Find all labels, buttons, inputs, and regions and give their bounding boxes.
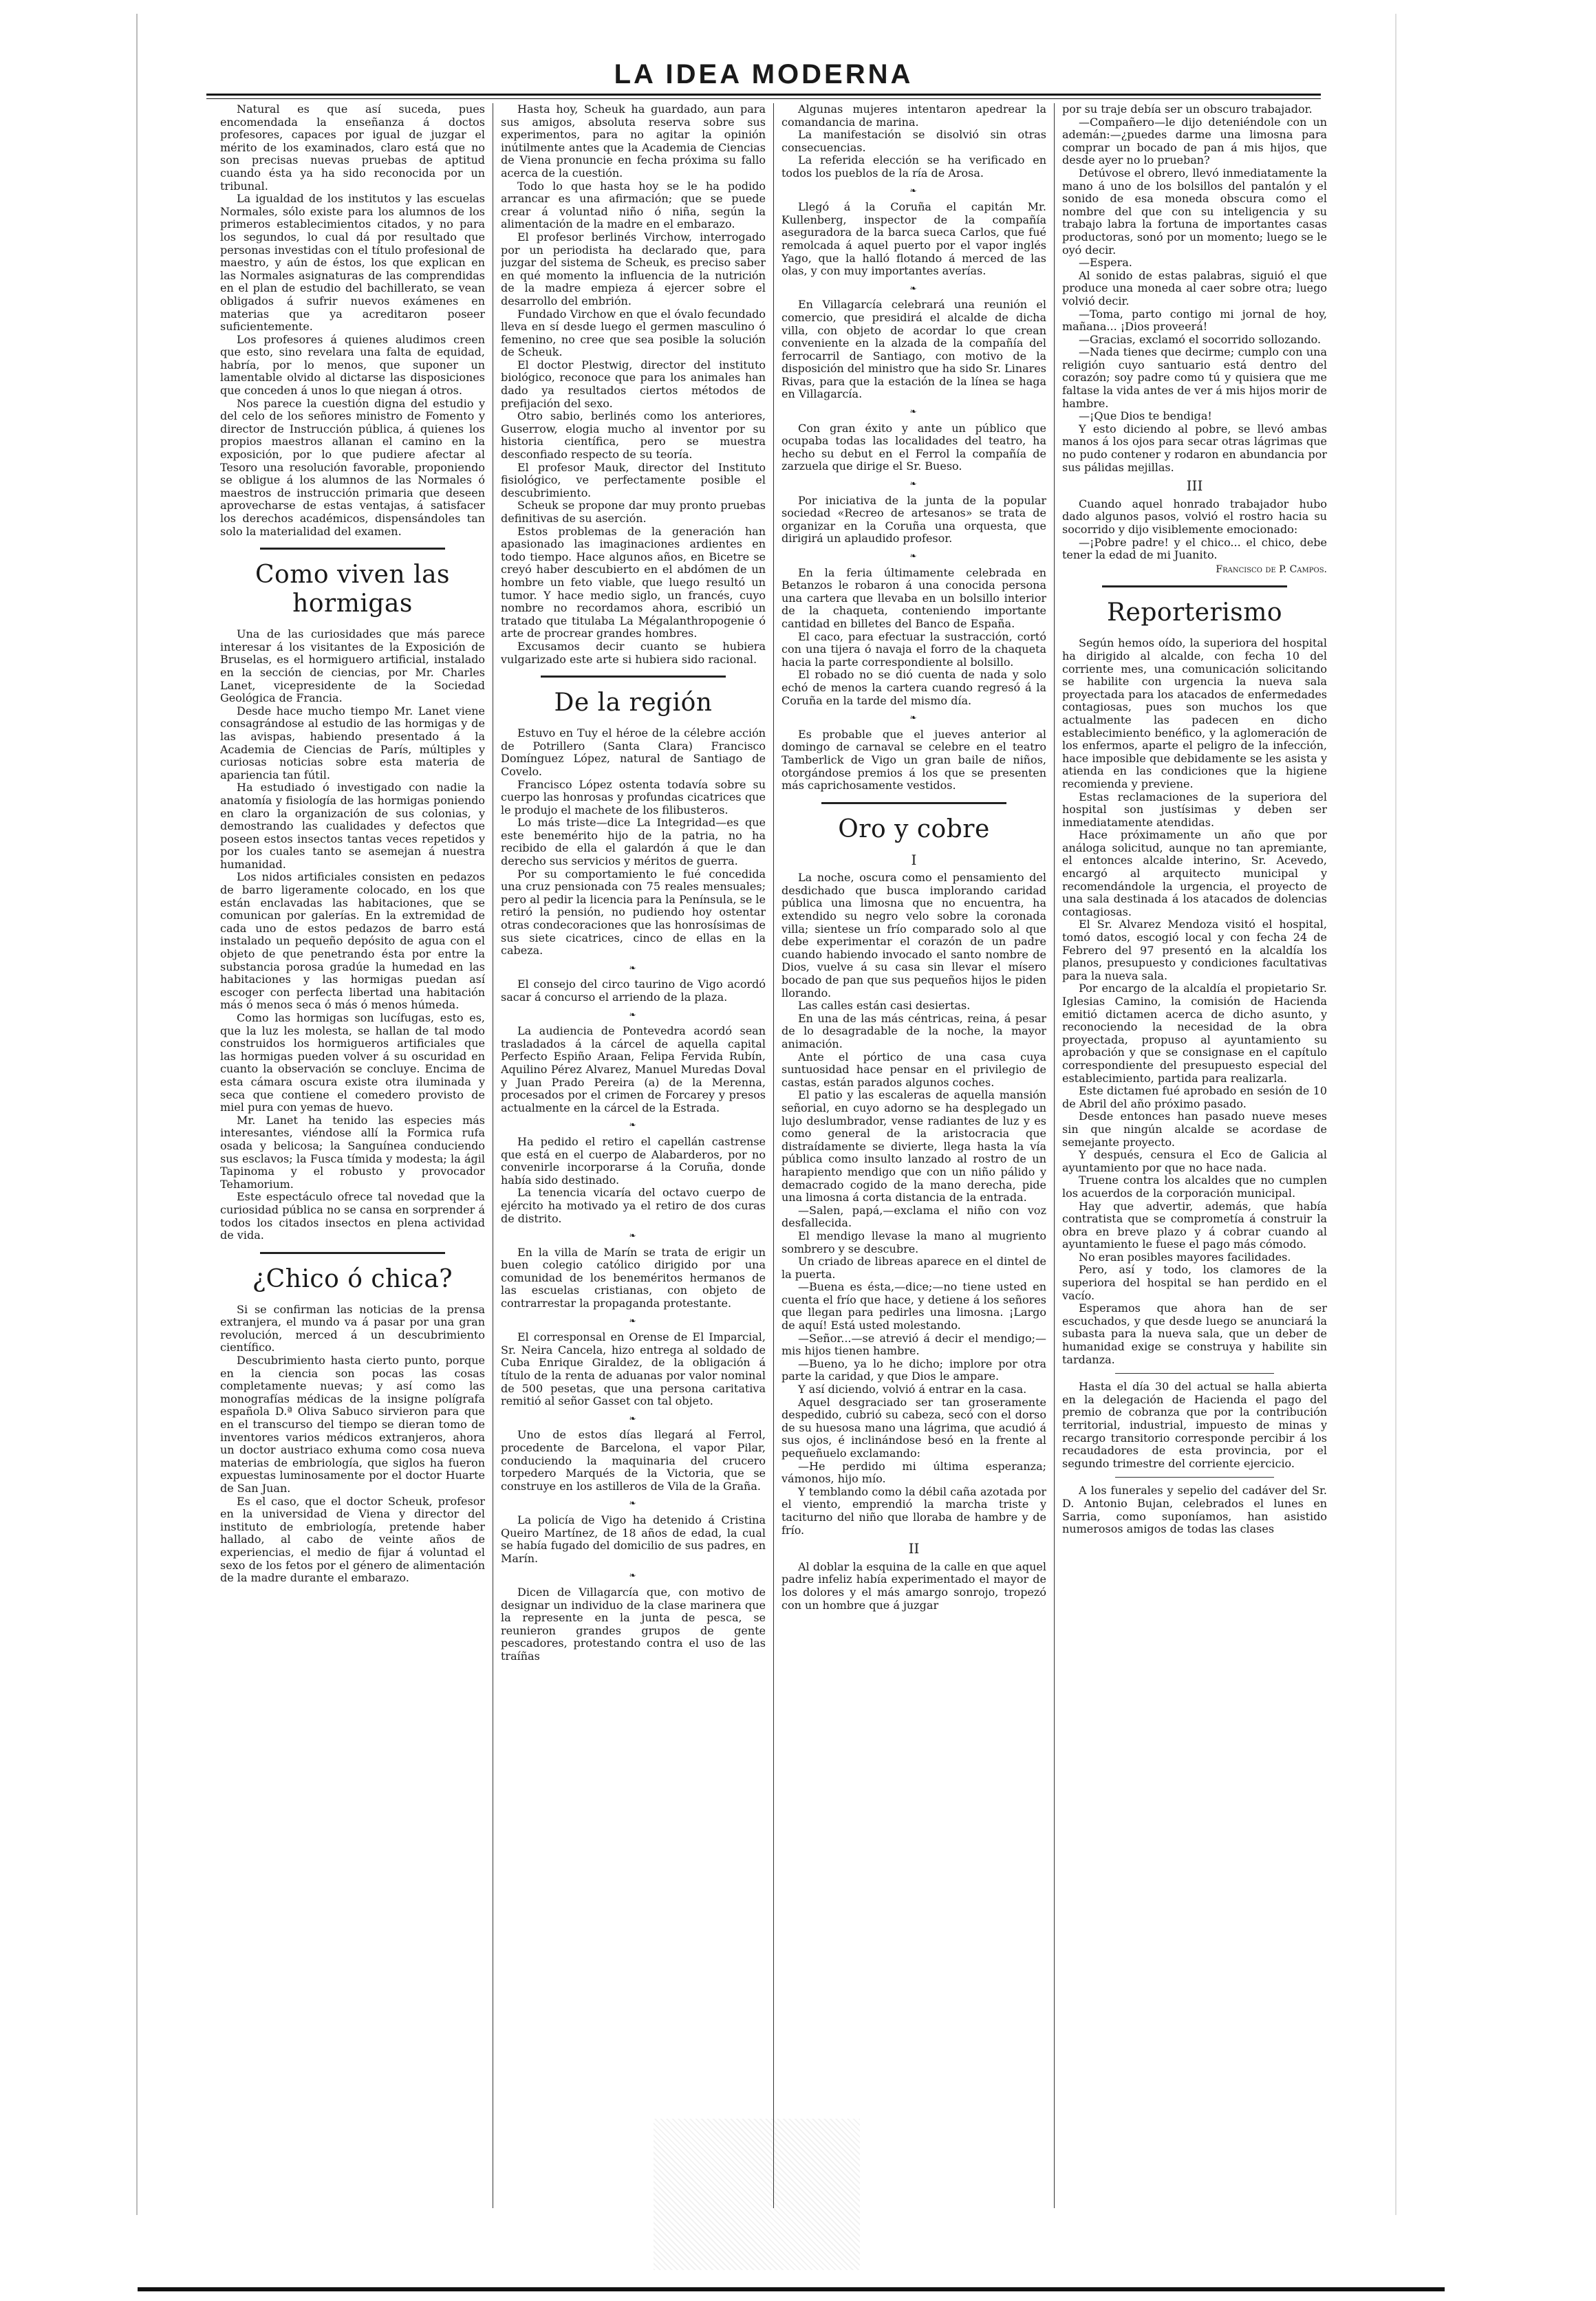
paragraph: Por iniciativa de la junta de la popular sociedad «Recreo de artesanos» se trata de organizar en la Coruña una orquesta, que dirigirá un aplaudido profesor. <box>781 493 1046 545</box>
paragraph: Mr. Lanet ha tenido las especies más interesantes, viéndose allí la Formica rufa osada y belicosa; la Sanguínea conduciendo sus esclavos; la Fusca tímida y modesta; la ágil Tapinoma y el robusto y provocador Tehamorium. <box>220 1113 485 1191</box>
paragraph: Estas reclamaciones de la superiora del hospital son justísimas y deben ser inmediatamente atendidas. <box>1062 790 1327 829</box>
paragraph: El caco, para efectuar la sustracción, cortó con una tijera ó navaja el forro de la chaqueta hacia la parte correspondiente al bolsillo. <box>781 629 1046 669</box>
paragraph: Si se confirman las noticias de la prensa extranjera, el mundo va á pasar por una gran revolución, merced á un descubrimiento científico. <box>220 1302 485 1354</box>
section-divider <box>260 548 446 550</box>
paragraph: Todo lo que hasta hoy se le ha podido arrancar es una afirmación; que se puede crear á voluntad niño ó niña, según la alimentación de la madre en el embarazo. <box>501 179 766 231</box>
ornament-separator: ❧ <box>909 407 918 417</box>
paragraph: A los funerales y sepelio del cadáver del Sr. D. Antonio Bujan, celebrados el lunes en Sarria, como suponíamos, han asistido numerosos amigos de todas las clases <box>1062 1484 1327 1536</box>
paragraph: En la feria últimamente celebrada en Betanzos le robaron á una conocida persona una cartera que llevaba en un bolsillo interior de la chaqueta, conteniendo importante cantidad en billetes del Banco de España. <box>781 565 1046 630</box>
paragraph: El mendigo llevase la mano al mugriento sombrero y se descubre. <box>781 1229 1046 1255</box>
page-bottom-edge <box>138 2287 1445 2291</box>
paragraph: Este espectáculo ofrece tal novedad que la curiosidad pública no se cansa en sorprender á todos los citados insectos en plena actividad de vida. <box>220 1190 485 1242</box>
paragraph: Ha pedido el retiro el capellán castrense que está en el cuerpo de Alabarderos, por no convenirle incorporarse á la Coruña, donde había sido destinado. <box>501 1134 766 1187</box>
paragraph: Y después, censura el Eco de Galicia al ayuntamiento por que no hace nada. <box>1062 1148 1327 1174</box>
ornament-separator: ❧ <box>629 1498 638 1509</box>
paragraph: Aquel desgraciado ser tan groseramente despedido, cubrió su cabeza, secó con el dorso de su huesosa mano una lágrima, que acudió á sus ojos, é inclinándose besó en la frente al pequeñuelo exclamando: <box>781 1395 1046 1460</box>
paragraph: Lo más triste—dice La Integridad—es que este benemérito hijo de la patria, no ha recibido de ella el galardón á que le dan derecho sus servicios y méritos de guerra. <box>501 816 766 868</box>
column-rule <box>773 103 774 2208</box>
column-1 <box>220 103 485 2215</box>
paragraph: Descubrimiento hasta cierto punto, porque en la ciencia son pocas las cosas completamente nuevas; y así como las monografías médicas de la insigne polígrafa española D.ª Oliva Sabuco sirvieron para que en el transcurso del tiempo se dieran tomo de inventores varios médicos extranjeros, ahora un doctor austriaco exhuma como cosa nueva materias de embriología, que siglos ha fueron expuestas luminosamente por el doctor Huarte de San Juan. <box>220 1354 485 1495</box>
article-title: Reporterismo <box>1106 598 1283 627</box>
page-edge <box>136 14 138 2215</box>
paragraph: En la villa de Marín se trata de erigir un buen colegio católico dirigido por una comunidad de los beneméritos hermanos de las escuelas cristianas, con objeto de contrarrestar la propaganda protestante. <box>501 1245 766 1310</box>
paragraph: —Compañero—le dijo deteniéndole con un ademán:—¿puedes darme una limosna para comprar un bocado de pan á mis hijos, que desde ayer no lo prueban? <box>1062 115 1327 167</box>
paragraph: Y esto diciendo al pobre, se llevó ambas manos á los ojos para secar otras lágrimas que no pudo contener y rodaron en abundancia por sus pálidas mejillas. <box>1062 422 1327 474</box>
section-divider <box>1102 585 1288 587</box>
chapter-numeral: II <box>908 1540 920 1557</box>
paragraph: Hay que advertir, además, que había contratista que se comprometía á construir la obra en breve plazo y á cobrar cuando al ayuntamiento le fuese el pago más cómodo. <box>1062 1199 1327 1251</box>
article-title: ¿Chico ó chica? <box>252 1264 453 1293</box>
ornament-separator: ❧ <box>909 283 918 293</box>
paragraph: El patio y las escaleras de aquella mansión señorial, en cuyo adorno se ha desplegado un lujo deslumbrador, vense radiantes de luz y es como general de la aristocracia que distraídamente se divierte, llega hasta la vía pública como insulto lanzado al rostro de un harapiento mendigo que con un niño pálido y demacrado cogido de la mano derecha, pide una limosna á corta distancia de la entrada. <box>781 1088 1046 1204</box>
column-rule <box>1054 103 1055 2208</box>
newspaper-title: LA IDEA MODERNA <box>606 59 922 90</box>
paragraph: Estos problemas de la generación han apasionado las imaginaciones ardientes en todo tiempo. Hace algunos años, en Bicetre se creyó haber descubierto en el abdómen de un hombre un feto viable, que luego resultó un tumor. Y hace medio siglo, un francés, cuyo nombre no recordamos ahora, escribió un tratado que titulaba La Mégalanthropogenie ó arte de procrear grandes hombres. <box>501 524 766 640</box>
paragraph: —Bueno, ya lo he dicho; implore por otra parte la caridad, y que Dios le ampare. <box>781 1357 1046 1383</box>
ornament-separator: ❧ <box>629 1570 638 1581</box>
ornament-separator: ❧ <box>629 1009 638 1019</box>
chapter-numeral: III <box>1186 477 1203 495</box>
paragraph: La noche, oscura como el pensamiento del desdichado que busca implorando caridad pública una limosna que no encuentra, ha extendido su negro velo sobre la coronada villa; sientese un frío comparado solo al que debe experimentar el corazón de un padre cuando habiendo invocado el santo nombre de Dios, vuelve á su casa sin llevar el mísero bocado de pan que sus pequeños hijos le piden llorando. <box>781 871 1046 1000</box>
section-divider <box>541 676 726 678</box>
masthead <box>206 55 1321 96</box>
paragraph: El doctor Plestwig, director del instituto biológico, reconoce que para los animales han dado ya resultados ciertos métodos de prefijación del sexo. <box>501 358 766 410</box>
ornament-separator: ❧ <box>909 551 918 561</box>
author-signature: Francisco de P. Campos. <box>1216 563 1327 575</box>
paragraph: Excusamos decir cuanto se hubiera vulgarizado este arte si hubiera sido racional. <box>501 639 766 666</box>
paragraph: Francisco López ostenta todavía sobre su cuerpo las honrosas y profundas cicatrices que le produjo el machete de los filibusteros. <box>501 777 766 817</box>
paragraph: Dicen de Villagarcía que, con motivo de designar un individuo de la clase marinera que la represente en la junta de pesca, se reunieron grandes grupos de gente pescadores, protestando contra el uso de las traíñas <box>501 1585 766 1663</box>
paragraph: Estuvo en Tuy el héroe de la célebre acción de Potrillero (Santa Clara) Francisco Domínguez López, natural de Santiago de Covelo. <box>501 726 766 778</box>
paragraph: La audiencia de Pontevedra acordó sean trasladados á la cárcel de aquella capital Perfecto Espiño Araan, Felipa Fervida Rubín, Aquilino Pérez Alvarez, Manuel Muredas Doval y Juan Prado Pereira (a) de la Merenna, procesados por el crimen de Forcarey y presos actualmente en la cárcel de la Estrada. <box>501 1024 766 1114</box>
ornament-separator: ❧ <box>629 1231 638 1241</box>
column-4 <box>1062 103 1327 2215</box>
paragraph: Nos parece la cuestión digna del estudio y del celo de los señores ministro de Fomento y director de Instrucción pública, á quienes los propios maestros allanan el camino en la exposición, por lo que pudiere afectar al Tesoro una resolución favorable, proponiendo se obligue á los alumnos de las Normales ó maestros de instrucción primaria que deseen aprovecharse de estas ventajas, á satisfacer los derechos académicos, dispensándoles tan solo la materialidad del examen. <box>220 396 485 538</box>
paragraph: Es probable que el jueves anterior al domingo de carnaval se celebre en el teatro Tamberlick de Vigo un gran baile de niños, otorgándose premios á los que se presenten más caprichosamente vestidos. <box>781 727 1046 792</box>
ornament-separator: ❧ <box>909 479 918 489</box>
paragraph: La referida elección se ha verificado en todos los pueblos de la ría de Arosa. <box>781 153 1046 180</box>
paragraph: El corresponsal en Orense de El Imparcial, Sr. Neira Cancela, hizo entrega al soldado de Cuba Enrique Giraldez, de la obligación á título de la renta de aduanas por valor nominal de 500 pesetas, que una persona caritativa remitió al señor Gasset con tal objeto. <box>501 1330 766 1408</box>
paragraph: —¡Pobre padre! y el chico... el chico, debe tener la edad de mi Juanito. <box>1062 535 1327 562</box>
ornament-separator: ❧ <box>909 713 918 723</box>
paragraph: Y temblando como la débil caña azotada por el viento, emprendió la marcha triste y taciturno del niño que lloraba de hambre y de frío. <box>781 1484 1046 1537</box>
paragraph: Hace próximamente un año que por análoga solicitud, aunque no tan apremiante, el entonces alcalde interino, Sr. Acevedo, encargó al arquitecto municipal y recomendándole la urgencia, el proyecto de una sala destinada á los atacados de dolencias contagiosas. <box>1062 828 1327 918</box>
paragraph: Otro sabio, berlinés como los anteriores, Guserrow, elogia mucho al inventor por su historia científica, pero se muestra desconfiado respecto de su teoría. <box>501 409 766 462</box>
paragraph: —¡Que Dios te bendiga! <box>1079 409 1212 423</box>
paragraph: La policía de Vigo ha detenido á Cristina Queiro Martínez, de 18 años de edad, la cual se había fugado del domicilio de sus padres, en Marín. <box>501 1513 766 1565</box>
paragraph: Los nidos artificiales consisten en pedazos de barro ligeramente colocado, en los que están enclavadas las habitaciones, que se comunican por galerías. En la extremidad de cada uno de estos pedazos de barro está instalado un pequeño depósito de agua con el objeto de que penetrando ésta por entre la substancia porosa gradúe la humedad en las habitaciones y las hormigas puedan así escoger con perfecta libertad una habitación más ó menos seca ó más ó menos húmeda. <box>220 870 485 1012</box>
paragraph: Por encargo de la alcaldía el propietario Sr. Iglesias Camino, la comisión de Hacienda emitió dictamen acerca de dicho asunto, y reconociendo la necesidad de la obra proyectada, propuso al ayuntamiento su aprobación y que se consignase en el capítulo correspondiente del presupuesto especial del establecimiento, partida para realizarla. <box>1062 982 1327 1085</box>
paragraph: Un criado de libreas aparece en el dintel de la puerta. <box>781 1255 1046 1281</box>
paragraph: El consejo del circo taurino de Vigo acordó sacar á concurso el arriendo de la plaza. <box>501 977 766 1004</box>
paragraph: Es el caso, que el doctor Scheuk, profesor en la universidad de Viena y director del instituto de embriología, pretende haber hallado, al cabo de veinte años de experiencias, el medio de fijar á voluntad el sexo de los fetos por el género de alimentación de la madre durante el embarazo. <box>220 1494 485 1585</box>
paragraph: Desde entonces han pasado nueve meses sin que ningún alcalde se acordase de semejante proyecto. <box>1062 1110 1327 1149</box>
paragraph: Al doblar la esquina de la calle en que aquel padre infeliz había experimentado el mayor de los dolores y el más amargo sonrojo, tropezó con un hombre que á juzgar <box>781 1559 1046 1612</box>
item-divider <box>1115 1373 1274 1374</box>
paragraph: —Buena es ésta,—dice;—no tiene usted en cuenta el frío que hace, y detiene á los señores que llegan para pedirles una limosna. ¡Largo de aquí! Está usted molestando. <box>781 1280 1046 1332</box>
paragraph: La igualdad de los institutos y las escuelas Normales, sólo existe para los alumnos de los primeros establecimientos citados, y no para los segundos, lo cual dá por resultado que personas investidas con el título profesional de maestro, y aún de éstos, los que explican en las Normales asignaturas de las comprendidas en el plan de estudio del bachillerato, se vean obligados á sufrir nuevos exámenes en materias que ya acreditaron poseer suficientemente. <box>220 192 485 334</box>
paragraph: Al sonido de estas palabras, siguió el que produce una moneda al caer sobre otra; luego volvió decir. <box>1062 268 1327 307</box>
paragraph: Algunas mujeres intentaron apedrear la comandancia de marina. <box>781 103 1046 129</box>
column-3 <box>781 103 1046 2215</box>
scan-noise <box>654 2119 860 2270</box>
paragraph: Una de las curiosidades que más parece interesar á los visitantes de la Exposición de Bruselas, es el hormiguero artificial, instalado en la sección de ciencias, por Mr. Charles Lanet, vicepresidente de la Sociedad Geológica de Francia. <box>220 627 485 705</box>
ornament-separator: ❧ <box>629 1413 638 1423</box>
chapter-numeral: I <box>911 851 917 868</box>
paragraph: por su traje debía ser un obscuro trabajador. <box>1062 103 1313 116</box>
paragraph: La manifestación se disolvió sin otras consecuencias. <box>781 128 1046 154</box>
paragraph: —Gracias, exclamó el socorrido sollozando. <box>1079 332 1322 346</box>
paragraph: El Sr. Alvarez Mendoza visitó el hospital, tomó datos, escogió local y con fecha 24 de Febrero del 97 presentó en la alcaldía los planos, presupuesto y condiciones facultativas para la nueva sala. <box>1062 918 1327 982</box>
paragraph: Uno de estos días llegará al Ferrol, procedente de Barcelona, el vapor Pilar, conduciendo la maquinaria del crucero torpedero Marqués de la Victoria, que se construye en los astilleros de Vila de la Graña. <box>501 1428 766 1493</box>
paragraph: En una de las más céntricas, reina, á pesar de lo desagradable de la noche, la mayor animación. <box>781 1011 1046 1050</box>
paragraph: —Señor...—se atrevió á decir el mendigo;—mis hijos tienen hambre. <box>781 1331 1046 1358</box>
paragraph: Por su comportamiento le fué concedida una cruz pensionada con 75 reales mensuales; pero al pedir la licencia para la Península, se le retiró la pensión, no pudiendo hoy ostentar otras condecoraciones que las honrosísimas de sus siete cicatrices, cinco de ellas en la cabeza. <box>501 867 766 958</box>
paragraph: —He perdido mi última esperanza; vámonos, hijo mío. <box>781 1459 1046 1486</box>
header-rule <box>206 98 1321 99</box>
section-divider <box>821 802 1007 804</box>
paragraph: Según hemos oído, la superiora del hospital ha dirigido al alcalde, con fecha 10 del corriente mes, una comunicación solicitando se habilite con urgencia la nueva sala proyectada para los atacados de enfermedades contagiosas, pues son muchos los que actualmente las padecen en dicho establecimiento benéfico, y la aglomeración de los enfermos, aparte el peligro de la infección, hace imposible que debidamente se les asista y atienda en las condiciones que la higiene recomienda y previene. <box>1062 636 1327 790</box>
paragraph: En Villagarcía celebrará una reunión el comercio, que presidirá el alcalde de dicha villa, con objeto de acordar lo que crean conveniente en la alzada de la compañía del ferrocarril de Santiago, con motivo de la disposición del ministro que ha sido Sr. Linares Rivas, para que la estación de la línea se haga en Villagarcía. <box>781 298 1046 401</box>
ornament-separator: ❧ <box>629 962 638 973</box>
paragraph: El robado no se dió cuenta de nada y solo echó de menos la cartera cuando regresó á la Coruña en la tarde del mismo día. <box>781 668 1046 707</box>
paragraph: Esperamos que ahora han de ser escuchados, y que desde luego se anunciará la subasta para la nueva sala, que un deber de humanidad exige se construya y habilite sin tardanza. <box>1062 1301 1327 1366</box>
paragraph: Natural es que así suceda, pues encomendada la enseñanza á doctos profesores, capaces por igual de juzgar el mérito de los examinados, claro está que no son precisas nuevas pruebas de aptitud cuando ésta ya ha sido reconocida por un tribunal. <box>220 103 485 193</box>
paragraph: No eran posibles mayores facilidades. <box>1079 1250 1291 1264</box>
article-title: Oro y cobre <box>838 814 990 843</box>
paragraph: Ha estudiado ó investigado con nadie la anatomía y fisiología de las hormigas poniendo en claro la organización de sus colonias, y demostrando las cualidades y defectos que poseen estos insectos tantas veces repetidos y por los cuales tanto se asemejan á nuestra humanidad. <box>220 781 485 871</box>
paragraph: Truene contra los alcaldes que no cumplen los acuerdos de la corporación municipal. <box>1062 1174 1327 1200</box>
paragraph: La tenencia vicaría del octavo cuerpo de ejército ha motivado ya el retiro de dos curas de distrito. <box>501 1186 766 1225</box>
paragraph: Como las hormigas son lucífugas, esto es, que la luz les molesta, se hallan de tal modo construidos los hormigueros artificiales que las hormigas pueden volver á su oscuridad en cuanto la observación se concluye. Encima de esta cámara oscura existe otra iluminada y seca que contiene el comedero provisto de miel pura con yemas de huevo. <box>220 1011 485 1114</box>
paragraph: Desde hace mucho tiempo Mr. Lanet viene consagrándose al estudio de las hormigas y de las avispas, habiendo presentado á la Academia de Ciencias de París, múltiples y curiosas noticias sobre esta materia de apariencia tan fútil. <box>220 704 485 781</box>
paragraph: El profesor berlinés Virchow, interrogado por un periodista ha declarado que, para juzgar del sistema de Scheuk, es preciso saber en qué momento la influencia de la nutrición de la madre empieza á ejercer sobre el desarrollo del embrión. <box>501 230 766 307</box>
header-rule <box>206 94 1321 96</box>
paragraph: Ante el pórtico de una casa cuya suntuosidad hace pensar en el privilegio de castas, están parados algunos coches. <box>781 1050 1046 1089</box>
paragraph: Con gran éxito y ante un público que ocupaba todas las localidades del teatro, ha hecho su debut en el Ferrol la compañía de zarzuela que dirige el Sr. Bueso. <box>781 421 1046 473</box>
ornament-separator: ❧ <box>909 185 918 195</box>
paragraph: Scheuk se propone dar muy pronto pruebas definitivas de su aserción. <box>501 499 766 525</box>
paragraph: Hasta el día 30 del actual se halla abierta en la delegación de Hacienda el pago del premio de cobranza que por la contribución territorial, industrial, impuesto de minas y recargo transitorio corresponde percibir á los recaudadores de esta provincia, por el segundo trimestre del corriente ejercicio. <box>1062 1380 1327 1470</box>
page-edge <box>1395 14 1396 2215</box>
paragraph: Pero, así y todo, los clamores de la superiora del hospital se han perdido en el vacío. <box>1062 1263 1327 1302</box>
paragraph: Hasta hoy, Scheuk ha guardado, aun para sus amigos, absoluta reserva sobre sus experimentos, para no agitar la opinión inútilmente antes que la Academia de Ciencias de Viena pronuncie en fecha próxima su fallo acerca de la cuestión. <box>501 103 766 180</box>
paragraph: Y así diciendo, volvió á entrar en la casa. <box>798 1383 1027 1396</box>
ornament-separator: ❧ <box>629 1315 638 1326</box>
paragraph: El profesor Mauk, director del Instituto fisiológico, ve perfectamente posible el descubrimiento. <box>501 460 766 499</box>
column-2 <box>501 103 766 2215</box>
paragraph: Detúvose el obrero, llevó inmediatamente la mano á uno de los bolsillos del pantalón y el sonido de esa moneda obscura como el nombre del que con su inteligencia y su trabajo labra la fortuna de importantes casas productoras, sonó por un momento; luego se le oyó decir. <box>1062 166 1327 257</box>
section-divider <box>260 1252 446 1254</box>
paragraph: —Salen, papá,—exclama el niño con voz desfallecida. <box>781 1203 1046 1230</box>
item-divider <box>1115 1477 1274 1478</box>
paragraph: —Espera. <box>1079 256 1132 270</box>
paragraph: Cuando aquel honrado trabajador hubo dado algunos pasos, volvió el rostro hacia su socorrido y dijo visiblemente emocionado: <box>1062 497 1327 536</box>
paragraph: Fundado Virchow en que el óvalo fecundado lleva en sí desde luego el germen masculino ó femenino, no cree que sea posible la solución de Scheuk. <box>501 307 766 359</box>
paragraph: Las calles están casi desiertas. <box>798 999 971 1013</box>
paragraph: Los profesores á quienes aludimos creen que esto, sino revelara una falta de equidad, habría, por lo menos, que suponer un lamentable olvido al dictarse las disposiciones que conceden á unos lo que niegan á otros. <box>220 332 485 398</box>
paragraph: —Toma, parto contigo mi jornal de hoy, mañana... ¡Dios proveerá! <box>1062 307 1327 334</box>
paragraph: —Nada tienes que decirme; cumplo con una religión cuyo santuario está dentro del corazón; soy padre como tú y quisiera que me faltase la vida antes de ver á mis hijos morir de hambre. <box>1062 345 1327 410</box>
ornament-separator: ❧ <box>629 1120 638 1130</box>
paragraph: Llegó á la Coruña el capitán Mr. Kullenberg, inspector de la compañía aseguradora de la barca sueca Carlos, que fué remolcada á aquel puerto por el vapor inglés Yago, que la halló flotando á merced de las olas, y con muy importantes averías. <box>781 200 1046 278</box>
article-title: Como viven las hormigas <box>255 561 451 618</box>
article-title: De la región <box>554 689 713 717</box>
paragraph: Este dictamen fué aprobado en sesión de 10 de Abril del año próximo pasado. <box>1062 1084 1327 1110</box>
